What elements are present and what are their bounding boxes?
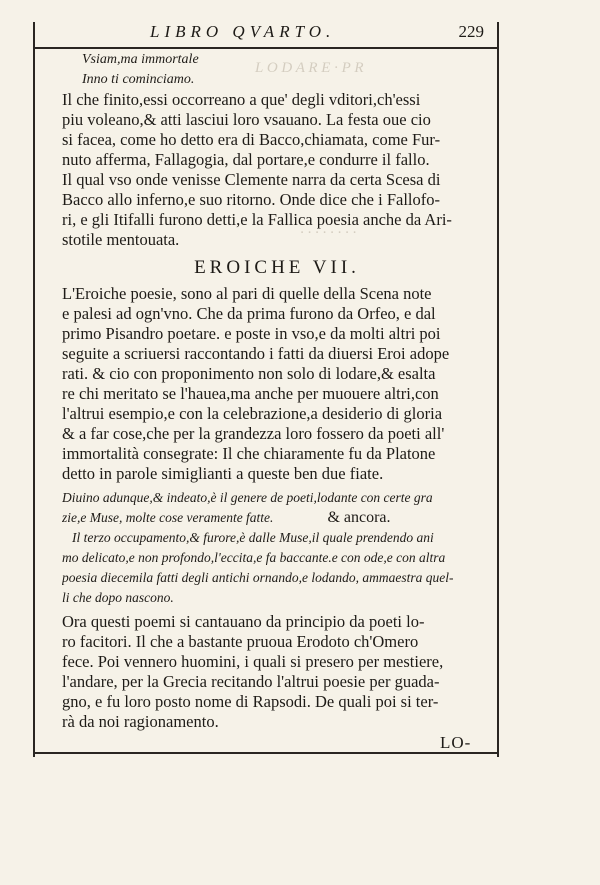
text-line: immortalità consegrate: Il che chiaramente fu da Platone: [62, 444, 436, 463]
quote-line: li che dopo nascono.: [62, 590, 174, 605]
paragraph: [62, 612, 492, 732]
text-line: rà da noi ragionamento.: [62, 712, 219, 731]
page-header: [150, 22, 490, 46]
body-text: [62, 50, 492, 732]
paragraph: [62, 284, 492, 484]
running-head: LIBRO QVARTO.: [150, 22, 336, 41]
bleed-through-mark: L O D A R E · P R: [255, 60, 364, 76]
text-line: l'andare, per la Grecia recitando l'altrui poesie per guada-: [62, 672, 440, 691]
page-number: 229: [458, 22, 484, 41]
text-line: gno, e fu loro posto nome di Rapsodi. De quali poi si ter-: [62, 692, 439, 711]
verse-line: Vsiam,ma immortale: [82, 52, 199, 67]
block-quote: [62, 488, 492, 528]
left-frame-rule: [33, 22, 35, 757]
quote-line: mo delicato,e non profondo,l'eccita,e fa baccante.e con ode,e con altra: [62, 550, 446, 565]
quote-line: Il terzo occupamento,& furore,è dalle Muse,il quale prendendo ani: [72, 530, 434, 545]
quote-continuation: & ancora.: [327, 509, 391, 526]
text-line: rati. & cio con proponimento non solo di lodare,& esalta: [62, 364, 436, 383]
catchword: LO-: [440, 733, 472, 752]
text-line: re chi meritato se l'hauea,ma anche per muouere altri,con: [62, 384, 439, 403]
text-line: Il qual vso onde venisse Clemente narra da certa Scesa di: [62, 170, 441, 189]
right-frame-rule: [497, 22, 499, 757]
quote-line: Diuino adunque,& indeato,è il genere de poeti,lodante con certe gra: [62, 490, 433, 505]
text-line: seguite a scriuersi raccontando i fatti da diuersi Eroi adope: [62, 344, 450, 363]
bleed-through-mark: · · · · · · · ·: [300, 225, 357, 241]
text-line: fece. Poi vennero huomini, i quali si presero per mestiere,: [62, 652, 444, 671]
text-line: & a far cose,che per la grandezza loro fossero da poeti all': [62, 424, 445, 443]
text-line: nuto afferma, Fallagogia, dal portare,e condurre il fallo.: [62, 150, 430, 169]
block-quote: [62, 528, 492, 608]
footer-rule: [33, 752, 499, 754]
text-line: piu voleano,& atti lasciui loro vsauano. La festa oue cio: [62, 110, 431, 129]
text-line: L'Eroiche poesie, sono al pari di quelle della Scena note: [62, 284, 432, 303]
text-line: detto in parole simiglianti a queste ben due fiate.: [62, 464, 384, 483]
text-line: Il che finito,essi occorreano a que' degli vditori,ch'essi: [62, 90, 421, 109]
verse-line: Inno ti cominciamo.: [82, 72, 195, 87]
text-line: Ora questi poemi si cantauano da principio da poeti lo-: [62, 612, 425, 631]
section-heading: EROICHE VII.: [194, 257, 360, 278]
quote-line: [62, 508, 492, 528]
paragraph: [62, 90, 492, 250]
text-line: primo Pisandro poetare. e poste in vso,e da molti altri poi: [62, 324, 441, 343]
text-line: si facea, come ho detto era di Bacco,chiamata, come Fur-: [62, 130, 441, 149]
text-line: l'altrui esempio,e con la celebrazione,a desiderio di gloria: [62, 404, 443, 423]
quote-text: zie,e Muse, molte cose veramente fatte.: [62, 510, 274, 525]
text-line: Bacco allo inferno,e suo ritorno. Onde dice che i Fallofo-: [62, 190, 441, 209]
header-rule: [33, 47, 499, 49]
text-line: ro facitori. Il che a bastante pruoua Erodoto ch'Omero: [62, 632, 419, 651]
text-line: e palesi ad ogn'vno. Che da prima furono da Orfeo, e dal: [62, 304, 436, 323]
text-line: stotile mentouata.: [62, 230, 180, 249]
text-line: ri, e gli Itifalli furono detti,e la Fallica poesia anche da Ari-: [62, 210, 452, 229]
quote-line: poesia diecemila fatti degli antichi ornando,e lodando, ammaestra quel-: [62, 570, 454, 585]
